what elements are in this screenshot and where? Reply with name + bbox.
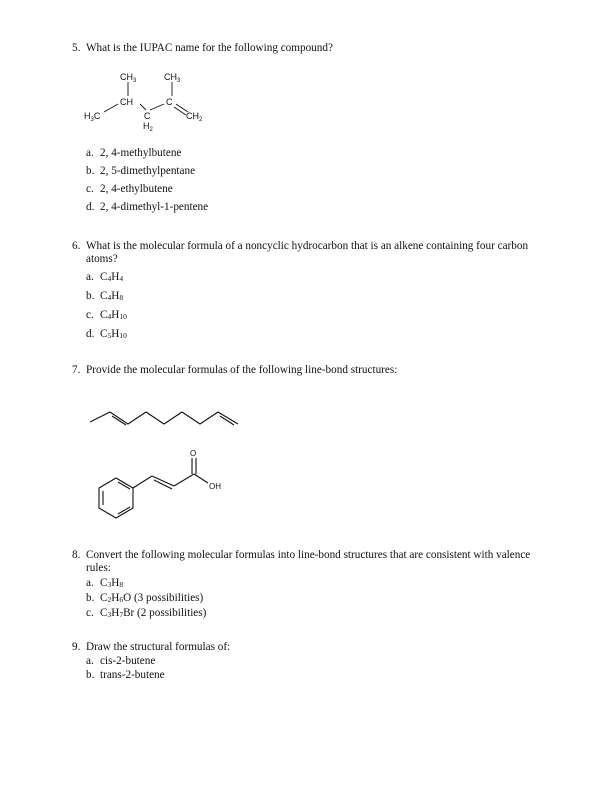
h3c-group: $H_3C$ [84,111,101,123]
question-6 [72,240,542,266]
option-d[interactable]: d. $C_5H_{10}$ [86,328,127,340]
question-number: 6. [72,240,81,252]
option-c[interactable]: c. $C_3H_7Br$ (2 possibilities) [86,607,207,619]
question-stem: Convert the following molecular formulas into line-bond structures that are consistent with valence rules: [86,549,531,574]
question-number: 7. [72,364,81,376]
option-c[interactable]: c. 2, 4-ethylbutene [86,183,173,195]
line-bond-structure-diene [82,400,252,440]
question-number: 9. [72,641,81,653]
question-8 [72,549,542,575]
option-c[interactable]: c. $C_4H_{10}$ [86,309,127,321]
terminal-ch2-group: $CH_2$ [186,111,203,123]
question-stem: What is the molecular formula of a noncyclic hydrocarbon that is an alkene containing four carbon atoms? [86,240,529,265]
option-b[interactable]: b. $C_4H_8$ [86,290,124,302]
question-stem: Provide the molecular formulas of the following line-bond structures: [86,364,398,376]
question-stem: What is the IUPAC name for the following compound? [86,42,333,54]
question-5 [72,42,542,55]
condensed-structure-q5 [80,68,220,138]
options-q8 [86,577,206,620]
ch-group: CH [120,97,133,107]
line-bond-structure-cinnamic-acid [92,448,252,528]
options-q5 [86,147,208,214]
options-q9 [86,655,165,682]
hydroxyl-group: OH [209,482,221,491]
methyl-group-b: $CH_3$ [164,72,181,84]
option-a[interactable]: a. $C_3H_8$ [86,577,124,589]
methyl-group-a: $CH_3$ [120,72,137,84]
option-a[interactable]: a. 2, 4-methylbutene [86,147,182,159]
question-stem: Draw the structural formulas of: [86,641,231,653]
question-number: 8. [72,549,81,561]
option-b[interactable]: b. trans-2-butene [86,669,165,681]
question-9 [72,641,542,654]
ch2-middle-carbon: C [144,111,151,121]
question-number: 5. [72,42,81,54]
option-a[interactable]: a. $C_4H_4$ [86,271,124,283]
double-bond-carbon: C [166,97,173,107]
option-b[interactable]: b. 2, 5-dimethylpentane [86,165,196,177]
option-d[interactable]: d. 2, 4-dimethyl-1-pentene [86,201,209,213]
question-7 [72,364,542,377]
option-a[interactable]: a. cis-2-butene [86,655,156,667]
options-q6 [86,271,127,341]
option-b[interactable]: b. $C_2H_6O$ (3 possibilities) [86,592,204,604]
ch2-middle-hydrogens: $H_2$ [143,121,153,133]
carbonyl-oxygen: O [190,449,197,458]
